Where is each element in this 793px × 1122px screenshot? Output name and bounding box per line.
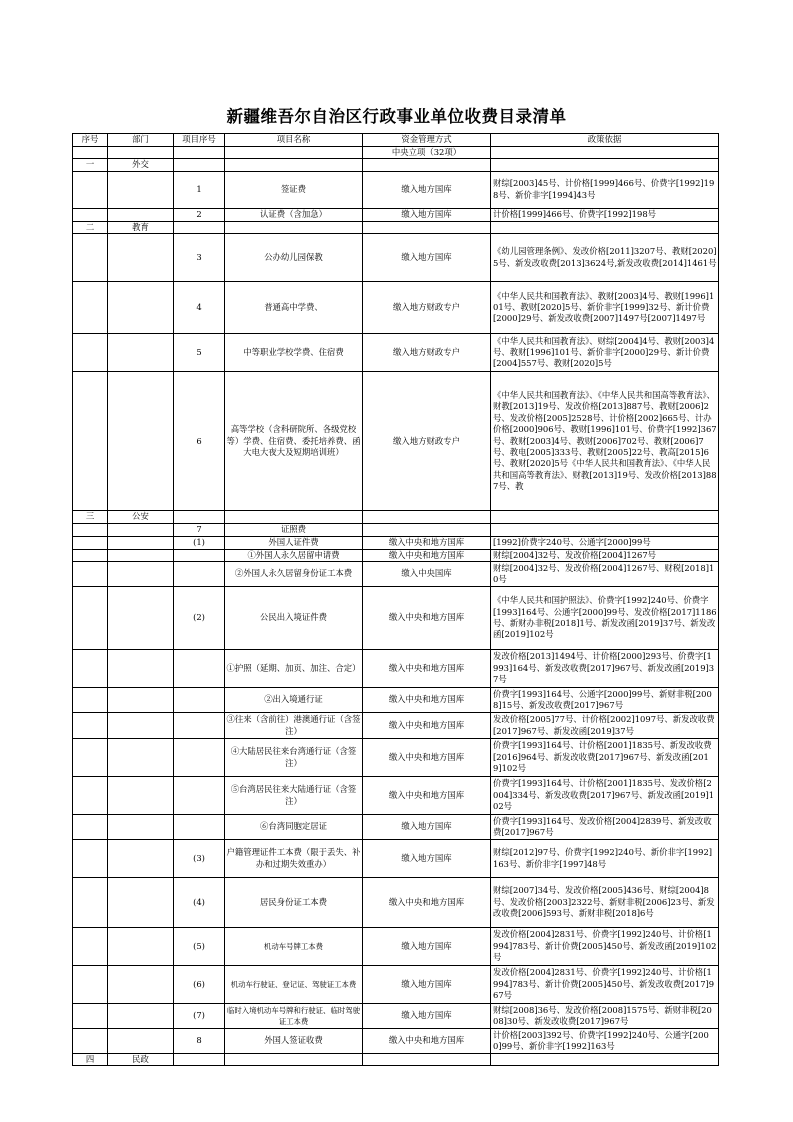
table-row bbox=[73, 587, 719, 650]
header-row bbox=[73, 134, 719, 147]
item-name: 高等学校（含科研院所、各级党校等）学费、住宿费、委托培养费、函大电大夜大及短期培训班） bbox=[225, 372, 363, 511]
item-no bbox=[174, 562, 225, 587]
fund-management: 缴入地方国库 bbox=[363, 171, 491, 208]
department-seq: 四 bbox=[73, 1054, 108, 1066]
item-no: 8 bbox=[174, 1029, 225, 1054]
item-name: 证照费 bbox=[225, 523, 363, 536]
item-no: (2) bbox=[174, 587, 225, 650]
fund-management bbox=[363, 523, 491, 536]
fund-management: 缴入中央和地方国库 bbox=[363, 1029, 491, 1054]
policy-basis: 财综[2004]32号、发改价格[2004]1267号、财税[2018]10号 bbox=[491, 562, 719, 587]
policy-basis: 价费字[1993]164号、公通字[2000]99号、新财非税[2008]15号、新发改收费[2017]967号 bbox=[491, 688, 719, 713]
department-row bbox=[73, 221, 719, 233]
department-name: 民政 bbox=[108, 1054, 174, 1066]
table-row bbox=[73, 1004, 719, 1029]
table-row bbox=[73, 234, 719, 282]
item-name: 机动车号牌工本费 bbox=[225, 928, 363, 966]
table-row bbox=[73, 536, 719, 549]
policy-basis: 财综[2008]36号、发改价格[2008]1575号、新财非税[2008]30号、新发改收费[2017]967号 bbox=[491, 1004, 719, 1029]
department-row bbox=[73, 159, 719, 171]
item-no: 3 bbox=[174, 234, 225, 282]
department-row bbox=[73, 511, 719, 523]
policy-basis: 计价格[1999]466号、价费字[1992]198号 bbox=[491, 208, 719, 221]
department-row bbox=[73, 1054, 719, 1066]
fund-management: 缴入地方财政专户 bbox=[363, 282, 491, 334]
header-fund-management: 资金管理方式 bbox=[363, 134, 491, 147]
table-row bbox=[73, 549, 719, 561]
fund-management: 缴入中央和地方国库 bbox=[363, 739, 491, 777]
item-name: ②出入境通行证 bbox=[225, 688, 363, 713]
department-seq: 一 bbox=[73, 159, 108, 171]
item-no bbox=[174, 650, 225, 688]
item-name: ④大陆居民往来台湾通行证（含签注） bbox=[225, 739, 363, 777]
header-item-name: 项目名称 bbox=[225, 134, 363, 147]
item-name: 居民身份证工本费 bbox=[225, 878, 363, 928]
item-name: 签证费 bbox=[225, 171, 363, 208]
policy-basis: 价费字[1993]164号、计价格[2001]1835号、发改价格[2004]334号、新发改收费[2017]967号、新发改函[2019]102号 bbox=[491, 777, 719, 815]
item-name: 户籍管理证件工本费（限于丢失、补办和过期失效重办） bbox=[225, 840, 363, 878]
header-item-no: 项目序号 bbox=[174, 134, 225, 147]
table-row bbox=[73, 208, 719, 221]
table-row bbox=[73, 171, 719, 208]
item-no: 5 bbox=[174, 334, 225, 372]
fund-management: 缴入地方国库 bbox=[363, 815, 491, 840]
table-row bbox=[73, 334, 719, 372]
fund-management: 缴入中央国库 bbox=[363, 562, 491, 587]
fund-management: 缴入中央和地方国库 bbox=[363, 688, 491, 713]
table-row bbox=[73, 713, 719, 739]
policy-basis: 《中华人民共和国教育法》、教财[2003]4号、教财[1996]101号、教财[2020]5号、新价非字[1999]32号、新计价费[2000]29号、新发改收费[2007]1497号[2007]1497号 bbox=[491, 282, 719, 334]
fund-management: 缴入地方国库 bbox=[363, 208, 491, 221]
central-label: 中央立项（32项） bbox=[363, 147, 491, 159]
policy-basis: 价费字[1993]164号、发改价格[2004]2839号、新发改收费[2017]967号 bbox=[491, 815, 719, 840]
policy-basis: [1992]价费字240号、公通字[2000]99号 bbox=[491, 536, 719, 549]
item-no bbox=[174, 713, 225, 739]
department-name: 教育 bbox=[108, 221, 174, 233]
item-no: (6) bbox=[174, 966, 225, 1004]
policy-basis: 《幼儿园管理条例》、发改价格[2011]3207号、教财[2020]5号、新发改收费[2013]3624号,新发改收费[2014]1461号 bbox=[491, 234, 719, 282]
fund-management: 缴入地方国库 bbox=[363, 1004, 491, 1029]
item-no: 2 bbox=[174, 208, 225, 221]
item-no bbox=[174, 739, 225, 777]
department-name: 公安 bbox=[108, 511, 174, 523]
item-no: (4) bbox=[174, 878, 225, 928]
item-no bbox=[174, 688, 225, 713]
table-row bbox=[73, 966, 719, 1004]
policy-basis: 财综[2007]34号、发改价格[2005]436号、财综[2004]8号、发改价格[2003]2322号、新财非税[2006]23号、新发改收费[2006]593号、新财非税[2018]6号 bbox=[491, 878, 719, 928]
fee-catalog-table bbox=[72, 133, 719, 1066]
table-row bbox=[73, 523, 719, 536]
item-no: 7 bbox=[174, 523, 225, 536]
policy-basis: 发改价格[2005]77号、计价格[2002]1097号、新发改收费[2017]967号、新发改函[2019]37号 bbox=[491, 713, 719, 739]
table-row bbox=[73, 928, 719, 966]
department-name: 外交 bbox=[108, 159, 174, 171]
item-name: 外国人证件费 bbox=[225, 536, 363, 549]
policy-basis: 价费字[1993]164号、计价格[2001]1835号、新发改收费[2016]964号、新发改收费[2017]967号、新发改函[2019]102号 bbox=[491, 739, 719, 777]
fund-management: 缴入地方国库 bbox=[363, 234, 491, 282]
item-no bbox=[174, 815, 225, 840]
item-no: (3) bbox=[174, 840, 225, 878]
policy-basis: 发改价格[2004]2831号、价费字[1992]240号、计价格[1994]783号、新计价费[2005]450号、新发改收费[2017]967号 bbox=[491, 966, 719, 1004]
department-seq: 三 bbox=[73, 511, 108, 523]
table-row bbox=[73, 372, 719, 511]
policy-basis: 发改价格[2004]2831号、价费字[1992]240号、计价格[1994]783号、新计价费[2005]450号、新发改函[2019]102号 bbox=[491, 928, 719, 966]
fund-management: 缴入中央和地方国库 bbox=[363, 536, 491, 549]
table-row bbox=[73, 777, 719, 815]
fund-management: 缴入中央和地方国库 bbox=[363, 777, 491, 815]
table-row bbox=[73, 1029, 719, 1054]
fund-management: 缴入地方国库 bbox=[363, 928, 491, 966]
item-name: 临时入境机动车号牌和行驶证、临时驾驶证工本费 bbox=[225, 1004, 363, 1029]
item-no: 6 bbox=[174, 372, 225, 511]
item-no bbox=[174, 777, 225, 815]
fund-management: 缴入中央和地方国库 bbox=[363, 650, 491, 688]
fund-management: 缴入中央和地方国库 bbox=[363, 878, 491, 928]
item-name: 外国人签证收费 bbox=[225, 1029, 363, 1054]
item-name: ③往来（含前往）港澳通行证（含签注） bbox=[225, 713, 363, 739]
table-row bbox=[73, 282, 719, 334]
policy-basis bbox=[491, 523, 719, 536]
table-row bbox=[73, 840, 719, 878]
policy-basis: 财综[2012]97号、价费字[1992]240号、新价非字[1992]163号、新价非字[1997]48号 bbox=[491, 840, 719, 878]
item-name: 公民出入境证件费 bbox=[225, 587, 363, 650]
item-no: 4 bbox=[174, 282, 225, 334]
fund-management: 缴入中央和地方国库 bbox=[363, 549, 491, 561]
item-no: (1) bbox=[174, 536, 225, 549]
header-policy-basis: 政策依据 bbox=[491, 134, 719, 147]
policy-basis: 发改价格[2013]1494号、计价格[2000]293号、价费字[1993]164号、新发改收费[2017]967号、新发改函[2019]37号 bbox=[491, 650, 719, 688]
table-row bbox=[73, 688, 719, 713]
item-name: 认证费（含加急） bbox=[225, 208, 363, 221]
table-row bbox=[73, 815, 719, 840]
header-dept: 部门 bbox=[108, 134, 174, 147]
policy-basis: 财综[2004]32号、发改价格[2004]1267号 bbox=[491, 549, 719, 561]
table-row bbox=[73, 562, 719, 587]
fund-management: 缴入地方国库 bbox=[363, 966, 491, 1004]
item-name: ②外国人永久居留身份证工本费 bbox=[225, 562, 363, 587]
table-row bbox=[73, 739, 719, 777]
fund-management: 缴入中央和地方国库 bbox=[363, 587, 491, 650]
central-label-row bbox=[73, 147, 719, 159]
item-name: 普通高中学费、 bbox=[225, 282, 363, 334]
policy-basis: 《中华人民共和国护照法》、价费字[1992]240号、价费字[1993]164号、公通字[2000]99号、发改价格[2017]1186号、新财办非税[2018]1号、新发改函[2019]37号、新发改函[2019]102号 bbox=[491, 587, 719, 650]
fund-management: 缴入地方国库 bbox=[363, 840, 491, 878]
fund-management: 缴入地方财政专户 bbox=[363, 334, 491, 372]
item-name: ⑥台湾同胞定居证 bbox=[225, 815, 363, 840]
table-row bbox=[73, 878, 719, 928]
fund-management: 缴入地方财政专户 bbox=[363, 372, 491, 511]
item-name: 机动车行驶证、登记证、驾驶证工本费 bbox=[225, 966, 363, 1004]
item-name: ⑤台湾居民往来大陆通行证（含签注） bbox=[225, 777, 363, 815]
item-no bbox=[174, 549, 225, 561]
item-no: (7) bbox=[174, 1004, 225, 1029]
table-row bbox=[73, 650, 719, 688]
item-name: ①护照（延期、加页、加注、合定） bbox=[225, 650, 363, 688]
department-seq: 二 bbox=[73, 221, 108, 233]
fund-management: 缴入中央和地方国库 bbox=[363, 713, 491, 739]
item-no: 1 bbox=[174, 171, 225, 208]
item-no: (5) bbox=[174, 928, 225, 966]
policy-basis: 《中华人民共和国教育法》、财综[2004]4号、教财[2003]4号、教财[1996]101号、新价非字[2000]29号、新计价费[2004]557号、教财[2020]5号 bbox=[491, 334, 719, 372]
item-name: 中等职业学校学费、住宿费 bbox=[225, 334, 363, 372]
header-seq: 序号 bbox=[73, 134, 108, 147]
policy-basis: 计价格[2003]392号、价费字[1992]240号、公通字[2000]99号、新价非字[1992]163号 bbox=[491, 1029, 719, 1054]
item-name: ①外国人永久居留申请费 bbox=[225, 549, 363, 561]
page-title: 新疆维吾尔自治区行政事业单位收费目录清单 bbox=[226, 107, 567, 126]
policy-basis: 《中华人民共和国教育法》、《中华人民共和国高等教育法》、财教[2013]19号、发改价格[2013]887号、教财[2006]2号、发改价格[2005]2528号、计价格[2002]665号、计办价格[2000]906号、教财[1996]101号、价费字[1992]367号、教财[2003]4号、教财[2006]702号、教财[2006]7号、教电[2005]333号、教财[2005]22号、教高[2015]6号、教财[2020]5号《中华人民共和国教育法》、《中华人民共和国高等教育法》、财教[2013]19号、发改价格[2013]887号、教 bbox=[491, 372, 719, 511]
policy-basis: 财综[2003]45号、计价格[1999]466号、价费字[1992]198号、新价非字[1994]43号 bbox=[491, 171, 719, 208]
item-name: 公办幼儿园保教 bbox=[225, 234, 363, 282]
